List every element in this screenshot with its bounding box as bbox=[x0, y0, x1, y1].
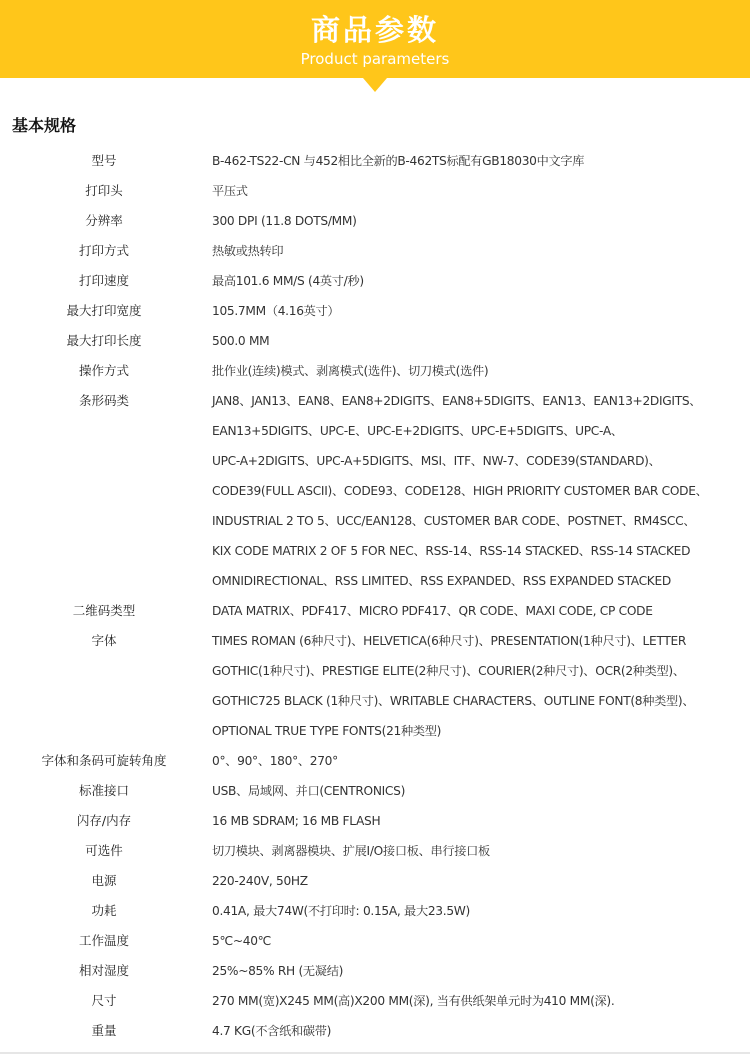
spec-value bbox=[210, 1016, 750, 1046]
spec-label: 电源 bbox=[91, 873, 117, 888]
spec-value bbox=[210, 926, 750, 956]
spec-value-line: 批作业(连续)模式、剥离模式(选件)、切刀模式(选件) bbox=[212, 364, 489, 378]
spec-row bbox=[0, 926, 750, 956]
spec-row bbox=[0, 596, 750, 626]
spec-row bbox=[0, 356, 750, 386]
spec-value-line: USB、局域网、并口(CENTRONICS) bbox=[212, 784, 406, 798]
spec-value-line: UPC-A+2DIGITS、UPC-A+5DIGITS、MSI、ITF、NW-7、CODE39(STANDARD)、 bbox=[212, 454, 661, 468]
spec-label: 最大打印宽度 bbox=[66, 303, 142, 318]
spec-row bbox=[0, 176, 750, 206]
spec-value bbox=[210, 326, 750, 356]
spec-row bbox=[0, 806, 750, 836]
spec-label: 操作方式 bbox=[78, 363, 129, 378]
spec-label: 二维码类型 bbox=[72, 603, 136, 618]
spec-label: 最大打印长度 bbox=[66, 333, 142, 348]
spec-row bbox=[0, 296, 750, 326]
spec-value-line: OMNIDIRECTIONAL、RSS LIMITED、RSS EXPANDED、RSS EXPANDED STACKED bbox=[212, 574, 671, 588]
spec-value-line: CODE39(FULL ASCII)、CODE93、CODE128、HIGH PRIORITY CUSTOMER BAR CODE、 bbox=[212, 484, 708, 498]
spec-value-line: 105.7MM（4.16英寸） bbox=[212, 304, 340, 318]
spec-value bbox=[210, 206, 750, 236]
spec-value bbox=[210, 146, 750, 176]
spec-label: 字体和条码可旋转角度 bbox=[41, 753, 167, 768]
spec-label: 闪存/内存 bbox=[76, 813, 132, 828]
spec-label: 功耗 bbox=[91, 903, 117, 918]
spec-value-line: GOTHIC(1种尺寸)、PRESTIGE ELITE(2种尺寸)、COURIER(2种尺寸)、OCR(2种类型)、 bbox=[212, 664, 685, 678]
spec-value bbox=[210, 266, 750, 296]
spec-value-line: 500.0 MM bbox=[212, 334, 270, 348]
spec-label: 工作温度 bbox=[78, 933, 129, 948]
spec-row bbox=[0, 236, 750, 266]
spec-value bbox=[210, 746, 750, 776]
header-banner bbox=[0, 0, 750, 78]
spec-list bbox=[0, 146, 750, 1046]
spec-value-line: 25%~85% RH (无凝结) bbox=[212, 964, 344, 978]
spec-row bbox=[0, 896, 750, 926]
section-title: 基本规格 bbox=[12, 116, 77, 135]
spec-value-line: EAN13+5DIGITS、UPC-E、UPC-E+2DIGITS、UPC-E+5DIGITS、UPC-A、 bbox=[212, 424, 623, 438]
spec-value-line: 0.41A, 最大74W(不打印时: 0.15A, 最大23.5W) bbox=[212, 904, 470, 918]
spec-value bbox=[210, 626, 750, 746]
spec-value-line: OPTIONAL TRUE TYPE FONTS(21种类型) bbox=[212, 724, 442, 738]
spec-label: 型号 bbox=[91, 153, 117, 168]
spec-label: 分辨率 bbox=[85, 213, 123, 228]
spec-row bbox=[0, 206, 750, 236]
spec-row bbox=[0, 146, 750, 176]
spec-label: 可选件 bbox=[85, 843, 123, 858]
spec-label: 字体 bbox=[91, 633, 117, 648]
spec-value-line: TIMES ROMAN (6种尺寸)、HELVETICA(6种尺寸)、PRESENTATION(1种尺寸)、LETTER bbox=[212, 634, 687, 648]
spec-value bbox=[210, 296, 750, 326]
spec-value-line: INDUSTRIAL 2 TO 5、UCC/EAN128、CUSTOMER BAR CODE、POSTNET、RM4SCC、 bbox=[212, 514, 696, 528]
spec-value-line: 220-240V, 50HZ bbox=[212, 874, 308, 888]
spec-value bbox=[210, 986, 750, 1016]
spec-value-line: DATA MATRIX、PDF417、MICRO PDF417、QR CODE、MAXI CODE, CP CODE bbox=[212, 604, 653, 618]
spec-value bbox=[210, 866, 750, 896]
spec-value-line: 300 DPI (11.8 DOTS/MM) bbox=[212, 214, 357, 228]
spec-value bbox=[210, 176, 750, 206]
spec-row bbox=[0, 956, 750, 986]
spec-row bbox=[0, 266, 750, 296]
spec-row bbox=[0, 836, 750, 866]
spec-value-line: 0°、90°、180°、270° bbox=[212, 754, 338, 768]
spec-value bbox=[210, 896, 750, 926]
spec-row bbox=[0, 866, 750, 896]
spec-row bbox=[0, 1016, 750, 1046]
bottom-divider bbox=[0, 1052, 750, 1054]
spec-value bbox=[210, 236, 750, 266]
spec-label: 标准接口 bbox=[78, 783, 129, 798]
spec-value bbox=[210, 806, 750, 836]
spec-label: 打印头 bbox=[85, 183, 123, 198]
spec-value bbox=[210, 596, 750, 626]
spec-value bbox=[210, 776, 750, 806]
spec-value-line: 5℃~40℃ bbox=[212, 934, 272, 948]
spec-label: 条形码类 bbox=[78, 393, 129, 408]
spec-row bbox=[0, 626, 750, 746]
spec-label: 相对湿度 bbox=[78, 963, 129, 978]
spec-row bbox=[0, 326, 750, 356]
spec-value-line: B-462-TS22-CN 与452相比全新的B-462TS标配有GB18030中文字库 bbox=[212, 154, 585, 168]
spec-value-line: 4.7 KG(不含纸和碳带) bbox=[212, 1024, 332, 1038]
spec-row bbox=[0, 746, 750, 776]
spec-value-line: KIX CODE MATRIX 2 OF 5 FOR NEC、RSS-14、RSS-14 STACKED、RSS-14 STACKED bbox=[212, 544, 691, 558]
banner-subtitle: Product parameters bbox=[300, 50, 450, 68]
spec-label: 尺寸 bbox=[91, 993, 117, 1008]
spec-value-line: GOTHIC725 BLACK (1种尺寸)、WRITABLE CHARACTERS、OUTLINE FONT(8种类型)、 bbox=[212, 694, 695, 708]
spec-value bbox=[210, 386, 750, 596]
spec-row bbox=[0, 986, 750, 1016]
banner-notch bbox=[363, 78, 387, 92]
spec-label: 打印速度 bbox=[78, 273, 129, 288]
spec-label: 打印方式 bbox=[78, 243, 129, 258]
spec-row bbox=[0, 386, 750, 596]
banner-title: 商品参数 bbox=[310, 13, 439, 47]
spec-value-line: 270 MM(宽)X245 MM(高)X200 MM(深), 当有供纸架单元时为410 MM(深). bbox=[212, 994, 615, 1008]
spec-value bbox=[210, 356, 750, 386]
spec-value bbox=[210, 956, 750, 986]
spec-value-line: 热敏或热转印 bbox=[212, 244, 284, 258]
spec-value-line: 16 MB SDRAM; 16 MB FLASH bbox=[212, 814, 381, 828]
spec-value-line: JAN8、JAN13、EAN8、EAN8+2DIGITS、EAN8+5DIGITS、EAN13、EAN13+2DIGITS、 bbox=[212, 394, 702, 408]
spec-value-line: 最高101.6 MM/S (4英寸/秒) bbox=[212, 274, 364, 288]
spec-label: 重量 bbox=[91, 1023, 117, 1038]
spec-value-line: 切刀模块、剥离器模块、扩展I/O接口板、串行接口板 bbox=[212, 844, 490, 858]
spec-value-line: 平压式 bbox=[212, 184, 248, 198]
spec-value bbox=[210, 836, 750, 866]
spec-row bbox=[0, 776, 750, 806]
